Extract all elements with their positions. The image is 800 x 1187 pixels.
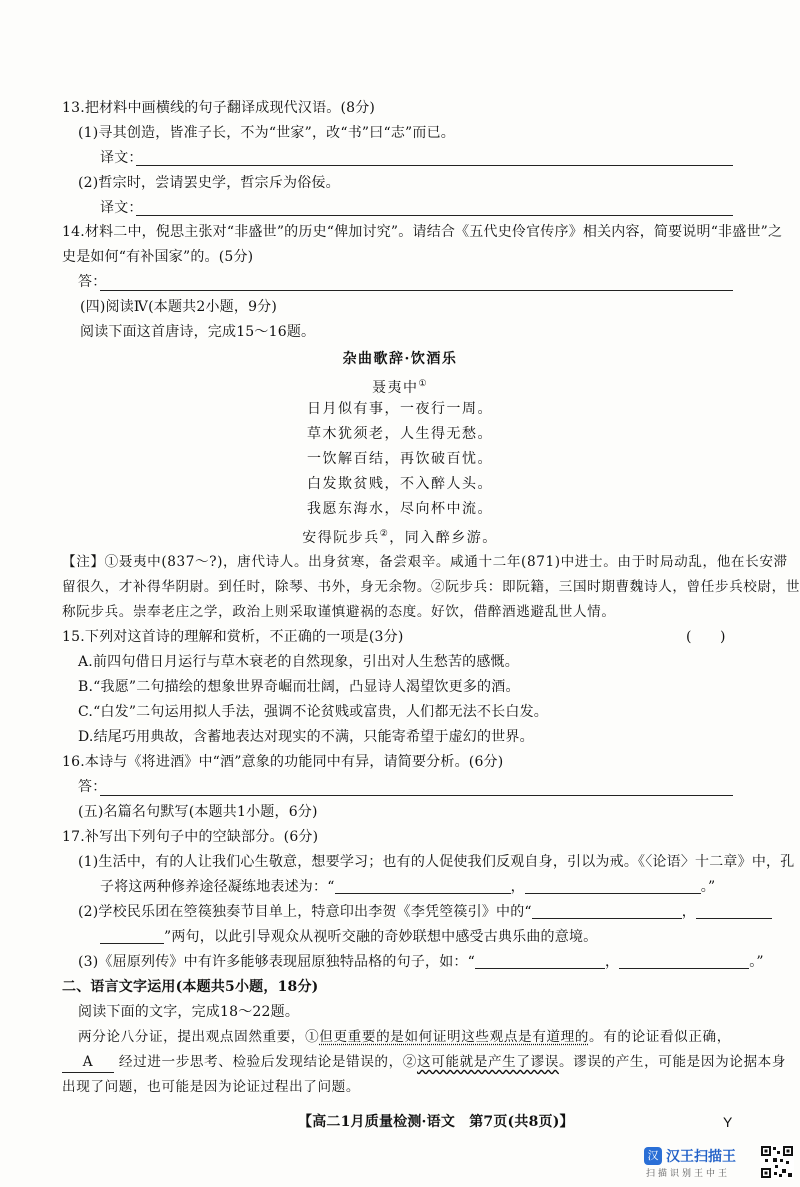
scanner-logo-icon: 汉	[644, 1147, 662, 1165]
q14-stem-line-1: 14.材料二中，倪思主张对“非盛世”的历史“俾加讨究”。请结合《五代史伶官传序》相关内容，简要说明“非盛世”之	[62, 224, 783, 240]
q17-s1-line-2: 子将这两种修养途径凝练地表述为：“ ， 。”	[100, 879, 716, 895]
q13-sentence-1: (1)寻其创造，皆准子长，不为“世家”，改“书”曰“志”而已。	[78, 125, 455, 141]
footnote-mark-2: ②	[379, 529, 390, 539]
q17-blank-3[interactable]	[532, 904, 682, 919]
q15-answer-paren[interactable]: ( )	[686, 629, 726, 645]
q17-blank-4b[interactable]	[100, 929, 164, 944]
scanner-tagline: 扫描识别王中王	[646, 1169, 731, 1179]
q15-option-b: B.“我愿”二句描绘的想象世界奇崛而壮阔，凸显诗人渴望饮更多的酒。	[78, 679, 520, 695]
q17-s3: (3)《屈原列传》中有许多能够表现屈原独特品格的句子，如：“ ， 。”	[78, 954, 764, 970]
q14-answer-line[interactable]	[100, 290, 733, 291]
poem-line-5: 我愿东海水，尽向杯中流。	[307, 501, 493, 517]
footer-version-mark: Y	[723, 1114, 733, 1130]
q15-option-a: A.前四句借日月运行与草木衰老的自然现象，引出对人生愁苦的感慨。	[78, 654, 519, 670]
q15-stem: 15.下列对这首诗的理解和赏析，不正确的一项是(3分)	[62, 629, 404, 645]
blank-a[interactable]: A	[62, 1052, 114, 1073]
poem-line-3: 一饮解百结，再饮破百忧。	[307, 451, 493, 467]
q14-answer-label: 答：	[78, 274, 107, 290]
qr-code-icon	[760, 1145, 794, 1179]
part2-passage-line-3: 出现了问题，也可能是因为论证过程出了问题。	[62, 1079, 361, 1095]
q13-answer-line-1[interactable]	[136, 165, 733, 166]
section5-header: (五)名篇名句默写(本题共1小题，6分)	[78, 804, 318, 820]
q13-answer-label-2: 译文：	[100, 200, 143, 216]
q16-answer-label: 答：	[78, 779, 107, 795]
poem-author: 聂夷中①	[371, 379, 429, 396]
q17-blank-1[interactable]	[335, 879, 511, 894]
q14-stem-line-2: 史是如何“有补国家”的。(5分)	[62, 249, 254, 265]
poem-line-4: 白发欺贫贱，不入醉人头。	[307, 476, 493, 492]
poem-line-2: 草木犹须老，人生得无愁。	[307, 426, 493, 442]
q13-sentence-2: (2)哲宗时，尝请罢史学，哲宗斥为俗佞。	[78, 175, 340, 191]
part2-header: 二、语言文字运用(本题共5小题，18分)	[62, 979, 319, 995]
q13-stem: 13.把材料中画横线的句子翻译成现代汉语。(8分)	[62, 100, 376, 116]
q16-stem: 16.本诗与《将进酒》中“酒”意象的功能同中有异，请简要分析。(6分)	[62, 754, 504, 770]
poem-line-6: 安得阮步兵②，同入醉乡游。	[302, 529, 498, 546]
q17-blank-2[interactable]	[525, 879, 701, 894]
q13-answer-label-1: 译文：	[100, 150, 143, 166]
underlined-sentence-2: 这可能就是产生了谬误	[417, 1054, 559, 1070]
poem-title: 杂曲歌辞·饮酒乐	[342, 351, 458, 367]
part2-passage-line-1: 两分论八分证，提出观点固然重要，①但更重要的是如何证明这些观点是有道理的。有的论证看似正确，	[78, 1029, 731, 1045]
q17-blank-6[interactable]	[619, 954, 749, 969]
q15-option-d: D.结尾巧用典故，含蓄地表达对现实的不满，只能寄希望于虚幻的世界。	[78, 729, 534, 745]
scanner-watermark	[644, 1145, 794, 1181]
page-footer: 【高二1月质量检测·语文 第7页(共8页)】	[298, 1114, 574, 1130]
q17-blank-4a[interactable]	[696, 904, 772, 919]
section4-header: (四)阅读Ⅳ(本题共2小题，9分)	[80, 299, 278, 315]
q17-stem: 17.补写出下列句子中的空缺部分。(6分)	[62, 829, 319, 845]
note-line-2: 留很久，才补得华阴尉。到任时，除琴、书外，身无余物。②阮步兵：即阮籍，三国时期曹魏诗人，曾任步兵校尉，世	[62, 579, 800, 595]
note-line-1: 【注】①聂夷中(837～?)，唐代诗人。出身贫寒，备尝艰辛。咸通十二年(871)中进士。由于时局动乱，他在长安滞	[62, 554, 788, 570]
note-line-3: 称阮步兵。崇奉老庄之学，政治上则采取谨慎避祸的态度。好饮，借醉酒逃避乱世人情。	[62, 604, 616, 620]
part2-intro: 阅读下面的文字，完成18～22题。	[78, 1004, 300, 1020]
q16-answer-line[interactable]	[100, 795, 733, 796]
q17-blank-5[interactable]	[475, 954, 605, 969]
poem-line-1: 日月似有事，一夜行一周。	[307, 401, 493, 417]
section4-intro: 阅读下面这首唐诗，完成15～16题。	[80, 324, 316, 340]
part2-passage-line-2: A 经过进一步思考、检验后发现结论是错误的，②这可能就是产生了谬误。谬误的产生，可能是因为论据本身	[62, 1052, 786, 1073]
q17-s2-line-1: (2)学校民乐团在箜篌独奏节目单上，特意印出李贺《李凭箜篌引》中的“ ，	[78, 902, 772, 922]
q17-s2-line-2: ”两句，以此引导观众从视听交融的奇妙联想中感受古典乐曲的意境。	[100, 927, 597, 947]
scanner-app-name: 汉王扫描王	[666, 1149, 736, 1165]
q13-answer-line-2[interactable]	[136, 215, 733, 216]
footnote-mark-1: ①	[418, 379, 429, 389]
q15-option-c: C.“白发”二句运用拟人手法，强调不论贫贱或富贵，人们都无法不长白发。	[78, 704, 548, 720]
q17-s1-line-1: (1)生活中，有的人让我们心生敬意，想要学习；也有的人促使我们反观自身，引以为戒。《〈论语〉十二章》中，孔	[78, 854, 795, 870]
underlined-sentence-1: 但更重要的是如何证明这些观点是有道理的	[319, 1029, 589, 1045]
